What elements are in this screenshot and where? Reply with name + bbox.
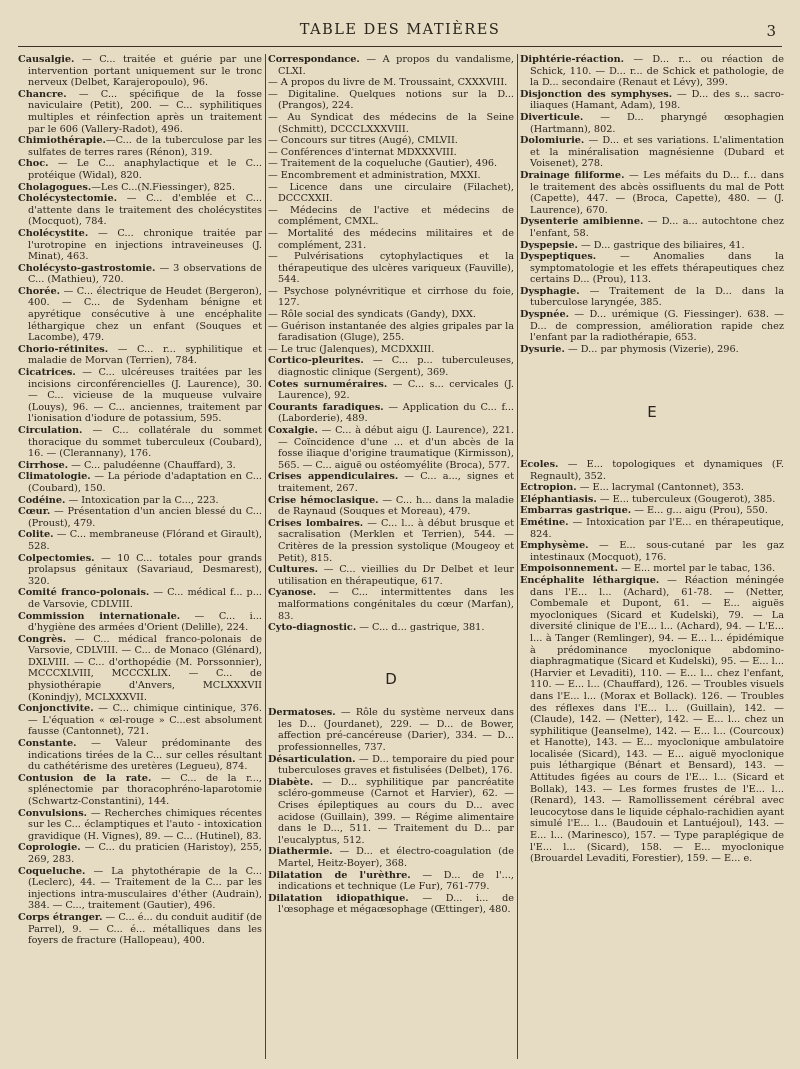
index-term: Cortico-pleurites. (268, 355, 364, 367)
index-term: Ectropion. (520, 482, 577, 494)
index-entry (268, 182, 514, 205)
index-term: Causalgie. (18, 54, 75, 65)
index-term: Colpectomies. (18, 552, 95, 564)
index-term: Emphysème. (520, 540, 589, 552)
index-entry (18, 89, 262, 135)
index-references: — C... de la r..., splénectomie par thoracophréno-laparotomie (Schwartz-Constantini), 144. (28, 772, 262, 807)
index-references: — C... chronique traitée par l'urotropine en injections intraveineuses (J. Minat), 463. (28, 227, 262, 263)
index-term: Diathermie. (268, 846, 333, 858)
index-entry (268, 402, 514, 425)
section-gap (268, 685, 514, 707)
index-term: Choc. (18, 158, 49, 170)
index-references: — C... ulcéreuses traitées par les incisions circonférencielles (J. Laurence), 30. — C... vicieuse de la muqueuse vulvaire (Louys), 96. — C... anciennes, traitement par l'ionisation d'iodure de potassium, 595. (28, 367, 262, 425)
index-references: — D... i... de l'œsophage et mégaœsophage (Œttinger), 480. (278, 892, 514, 916)
index-references: — Traitement de la coqueluche (Gautier), 496. (268, 158, 498, 170)
index-entry (268, 170, 514, 182)
index-references: — D... et ses variations. L'alimentation et la minéralisation magnésienne (Dubard et Voisenet), 278. (530, 135, 784, 170)
index-term: Climatologie. (18, 471, 91, 483)
index-references: — C... du praticien (Haristoy), 255, 269, 283. (28, 842, 262, 865)
index-entry (18, 425, 262, 460)
index-term: Chorio-rétinites. (18, 343, 109, 355)
index-references: — Encombrement et administration, MXXI. (268, 169, 481, 181)
index-entry (18, 54, 262, 89)
index-entry (268, 77, 514, 89)
index-references: — E... g... aigu (Prou), 550. (631, 505, 768, 517)
index-term: Colite. (18, 529, 54, 541)
index-column-3-e-entries (520, 459, 784, 865)
index-term: Dyspnée. (520, 309, 570, 321)
column-divider (265, 54, 266, 1059)
index-term: Cholécystectomie. (18, 193, 117, 205)
index-term: Dyspeptiques. (520, 251, 597, 263)
index-entry (18, 738, 262, 773)
index-term: Coqueluche. (18, 865, 86, 877)
index-references: — Rôle social des syndicats (Gandy), DXX. (268, 309, 476, 321)
index-term: Crises lombaires. (268, 517, 364, 529)
index-term: Conjonctivite. (18, 703, 94, 715)
index-term: Dysenterie amibienne. (520, 216, 644, 228)
index-term: Empoisonnement. (520, 563, 619, 575)
section-gap (520, 355, 784, 407)
index-entry (18, 587, 262, 610)
index-term: Codéine. (18, 494, 66, 506)
index-entry (18, 263, 262, 286)
index-entry (18, 808, 262, 843)
index-entry (268, 89, 514, 112)
index-entry (520, 540, 784, 563)
index-entry (520, 170, 784, 216)
index-term: Cholécystite. (18, 227, 89, 239)
index-references: —C... de la tuberculose par les sulfates de terres rares (Rénon), 319. (28, 135, 262, 158)
index-entry (268, 147, 514, 159)
index-entry (268, 112, 514, 135)
index-entry (520, 494, 784, 506)
section-letter-e: E (647, 403, 657, 422)
index-references: — Au Syndicat des médecins de la Seine (Schmitt), DCCCLXXXVIII. (268, 111, 514, 135)
index-entry (18, 611, 262, 634)
index-references: — Application du C... f... (Laborderie), 489. (278, 401, 514, 425)
index-references: — Valeur prédominante des indications tirées de la C... sur celles résultant du cathétérisme des uretères (Legueu), 874. (28, 738, 262, 773)
index-entry (268, 471, 514, 494)
index-entry (18, 703, 262, 738)
index-references: — D... et électro-coagulation (de Martel, Heitz-Boyer), 368. (278, 846, 514, 869)
index-entry (520, 112, 784, 135)
section-letter-d: D (385, 669, 397, 688)
index-references: — D... des s... sacro-iliaques (Hamant, Adam), 198. (530, 88, 784, 112)
index-references: — C... traitée et guérie par une intervention portant uniquement sur le tronc nerveux (Delbet, Karajeropoulo), 96. (28, 54, 262, 89)
index-references: — D... a... autochtone chez l'enfant, 58. (530, 216, 784, 239)
index-entry (18, 495, 262, 507)
index-term: Cholécysto-gastrostomie. (18, 262, 156, 274)
index-references: — Digitaline. Quelques notions sur la D... (Prangos), 224. (268, 88, 514, 112)
index-entry (268, 379, 514, 402)
page-number: 3 (766, 22, 776, 40)
index-references: — E... tuberculeux (Gougerot), 385. (596, 493, 776, 505)
section-gap (520, 419, 784, 459)
index-references: — C... électrique de Heudet (Bergeron), 400. — C... de Sydenham bénigne et apyrétique consécutive à une encéphalite léthargique chez un enfant (Souques et Lacombe), 479. (28, 285, 262, 344)
index-term: Désarticulation. (268, 753, 356, 765)
index-entry (268, 425, 514, 471)
index-references: — A propos du livre de M. Troussaint, CXXXVIII. (268, 77, 508, 89)
index-term: Crises appendiculaires. (268, 471, 399, 483)
index-term: Eléphantiasis. (520, 493, 597, 505)
index-references: — La phytothérapie de la C... (Leclerc), 44. — Traitement de la C... par les injections intra-musculaires d'éther (Audrain), 384. — C..., traitement (Gautier), 496. (28, 865, 262, 912)
index-entry (18, 529, 262, 552)
index-term: Convulsions. (18, 807, 88, 819)
index-entry (18, 158, 262, 181)
index-term: Dilatation idiopathique. (268, 892, 409, 904)
index-references: —Les C...(N.Fiessinger), 825. (91, 181, 236, 193)
index-entry (18, 193, 262, 228)
index-entry (268, 251, 514, 286)
index-term: Comité franco-polonais. (18, 587, 150, 599)
index-references: — Présentation d'un ancien blessé du C... (Proust), 479. (28, 506, 262, 529)
index-references: — C... i... d'hygiène des armées d'Orient (Delille), 224. (28, 610, 262, 634)
index-references: — Licence dans une circulaire (Filachet), DCCCXXII. (268, 181, 514, 205)
page-title: TABLE DES MATIÈRES (299, 22, 501, 38)
index-references: — Psychose polynévritique et cirrhose du foie, 127. (268, 285, 514, 309)
index-references: — Médecins de l'active et médecins de complément, CMXL. (268, 204, 514, 228)
index-entry (18, 344, 262, 367)
index-entry (268, 622, 514, 634)
index-references: — E... topologiques et dynamiques (F. Regnault), 352. (530, 459, 784, 482)
index-term: Ecoles. (520, 459, 559, 471)
index-term: Congrès. (18, 633, 67, 645)
index-references: — D... pharyngé œsophagien (Hartmann), 802. (530, 111, 784, 135)
index-references: — C... vieillies du Dr Delbet et leur utilisation en thérapeutique, 617. (278, 564, 514, 587)
index-entry (268, 205, 514, 228)
index-column-2-d-entries (268, 707, 514, 916)
index-entry (268, 754, 514, 777)
index-entry (520, 216, 784, 239)
index-references: — Pulvérisations cytophylactiques et la thérapeutique des ulcères variqueux (Fauville), 544. (268, 251, 514, 286)
index-references: — Intoxication par l'E... en thérapeutique, 824. (530, 517, 784, 540)
index-entry (18, 912, 262, 947)
index-entry (268, 286, 514, 309)
index-references: — D... syphilitique par pancréatite scléro-gommeuse (Carnot et Harvier), 62. — Crises épileptiques au cours du D... avec acidose (Guillain), 399. — Régime alimentaire dans le D..., 511. — Traitement du D... par l'eucalyptus, 512. (278, 776, 514, 846)
index-entry (268, 54, 514, 77)
index-term: Dysurie. (520, 343, 565, 355)
index-entry (520, 482, 784, 494)
index-entry (18, 553, 262, 588)
index-entry (268, 846, 514, 869)
index-references: — Recherches chimiques récentes sur les C... éclamptiques et l'auto - intoxication gravidique (H. Vignes), 89. — C... (Hutinel), 83. (28, 807, 262, 842)
index-term: Correspondance. (268, 54, 360, 65)
index-references: — D... temporaire du pied pour tuberculoses graves et fistulisées (Delbet), 176. (278, 753, 514, 777)
index-entry (520, 251, 784, 286)
index-entry (18, 842, 262, 865)
index-entry (268, 870, 514, 893)
index-references: — Anomalies dans la symptomatologie et les effets thérapeutiques chez certains D... (Prou), 113. (530, 251, 784, 286)
index-entry (18, 228, 262, 263)
index-references: — C... r... syphilitique et maladie de Morvan (Terrien), 784. (28, 343, 262, 367)
index-entry (268, 309, 514, 321)
index-references: — C... s... cervicales (J. Laurence), 92. (278, 378, 514, 402)
index-references: — C... d'emblée et C... d'attente dans le traitement des cholécystites (Mocquot), 784. (28, 193, 262, 228)
index-references: — E... sous-cutané par les gaz intestinaux (Mocquot), 176. (530, 540, 784, 563)
index-term: Dilatation de l'urèthre. (268, 869, 411, 881)
index-entry (18, 506, 262, 529)
index-entry (18, 471, 262, 494)
index-column-1 (18, 54, 262, 1059)
index-term: Constante. (18, 738, 77, 750)
index-term: Dysphagie. (520, 285, 580, 297)
index-term: Commission internationale. (18, 610, 181, 622)
index-column-3 (520, 54, 784, 1059)
index-entry (268, 893, 514, 916)
index-references: — La période d'adaptation en C... (Coubard), 150. (28, 471, 262, 494)
section-gap (268, 634, 514, 674)
index-term: Emétine. (520, 517, 569, 528)
index-references: — C... l... à début brusque et sacralisation (Merklen et Terrien), 544. — Critères de la pression systolique (Mougeoy et Petit), 815. (278, 517, 514, 564)
index-term: Cultures. (268, 564, 319, 576)
index-entry (268, 321, 514, 344)
index-references: — D... urémique (G. Fiessinger). 638. — D... de compression, amélioration rapide chez l'enfant par la radiothérapie, 653. (530, 309, 784, 344)
index-entry (520, 459, 784, 482)
index-term: Crise hémoclasique. (268, 494, 379, 506)
index-references: — C... médical franco-polonais de Varsovie, CDLVIII. — C... de Monaco (Glénard), DXLVIII. — C... d'orthopédie (M. Porssonnier), MCCCXLVIII, MCCCXLIX. — C... de physiothérapie d'Anvers, MCLXXXVII (Konindjy), MCLXXXVII. (28, 633, 262, 703)
index-entry (268, 518, 514, 564)
index-entry (18, 460, 262, 472)
index-entry (520, 344, 784, 356)
index-references: — C... membraneuse (Flórand et Girault), 528. (28, 529, 262, 552)
index-references: — C... à début aigu (J. Laurence), 221. — Coïncidence d'une ... et d'un abcès de la fosse iliaque d'origine traumatique (Kirmisson), 565. — C... aiguë ou ostéomyélite (Broca), 577. (278, 425, 514, 471)
index-term: Encéphalite léthargique. (520, 574, 660, 586)
index-term: Circulation. (18, 425, 83, 436)
page-header (18, 20, 782, 47)
index-column-3-d-entries (520, 54, 784, 355)
index-entry (18, 866, 262, 912)
index-term: Coxalgie. (268, 425, 318, 436)
index-references: — D... r... ou réaction de Schick, 110. — D... r... de Schick et pathologie, de la D... secondaire (Renaut et Lévy), 399. (530, 54, 784, 89)
index-term: Chorée. (18, 285, 61, 297)
index-term: Dolomiurie. (520, 135, 585, 147)
index-references: — D... gastrique des biliaires, 41. (577, 239, 745, 251)
index-entry (520, 286, 784, 309)
index-references: — E... mortel par le tabac, 136. (618, 563, 776, 575)
index-entry (520, 135, 784, 170)
index-term: Coprologie. (18, 842, 81, 854)
index-entry (520, 309, 784, 344)
index-entry (268, 135, 514, 147)
index-references: — Guérison instantanée des algies gripales par la faradisation (Gluge), 255. (268, 320, 514, 344)
index-term: Drainage filiforme. (520, 169, 625, 181)
index-term: Disjonction des symphyses. (520, 88, 673, 100)
index-entry (268, 355, 514, 378)
index-entry (18, 182, 262, 194)
index-references: — Le C... anaphylactique et le C... protéique (Widal), 820. (28, 158, 262, 181)
index-term: Courants faradiques. (268, 401, 384, 413)
index-entry (18, 367, 262, 425)
index-references: — C... spécifique de la fosse naviculaire (Petit), 200. — C... syphilitiques multiples et réinfection après un traitement par le 606 (Vallery-Radot), 496. (28, 88, 262, 135)
index-references: — C... chimique cintinique, 376. — L'équation « œl-rouge » C...est absolument fausse (Cantonnet), 721. (28, 703, 262, 738)
index-references: — 3 observations de C... (Mathieu), 720. (28, 262, 262, 286)
index-term: Cyanose. (268, 587, 317, 599)
index-entry (520, 517, 784, 540)
index-references: — Les méfaits du D... f... dans le traitement des abcès ossifluents du mal de Pott (Capette), 447. — (Broca, Capette), 480. — (J. Laurence), 670. (530, 169, 784, 216)
index-entry (18, 634, 262, 704)
index-references: — D... par phymosis (Vizerie), 296. (564, 343, 739, 355)
index-references: — C... collatérale du sommet thoracique du sommet tuberculeux (Coubard), 16. — (Clerannany), 176. (28, 425, 262, 460)
index-term: Chancre. (18, 88, 67, 100)
index-term: Diabète. (268, 776, 314, 788)
index-references: — C... é... du conduit auditif (de Parrel), 9. — C... é... métalliques dans les foyers de fracture (Hallopeau), 400. (28, 911, 262, 947)
index-term: Cotes surnuméraires. (268, 378, 388, 390)
index-references: — 10 C... totales pour grands prolapsus génitaux (Savariaud, Desmarest), 320. (28, 552, 262, 587)
index-entry (520, 240, 784, 252)
index-references: — D... de l'..., indications et technique (Le Fur), 761-779. (278, 869, 514, 893)
index-references: — A propos du vandalisme, CLXI. (278, 54, 514, 77)
index-column-2-c-entries (268, 54, 514, 634)
index-references: — Intoxication par la C..., 223. (65, 494, 219, 506)
index-term: Cyto-diagnostic. (268, 622, 357, 634)
index-references: — C... intermittentes dans les malformations congénitales du cœur (Marfan), 83. (278, 587, 514, 622)
index-references: — C... médical f... p... de Varsovie, CDLVIII. (28, 587, 262, 610)
index-references: — C... paludéenne (Chauffard), 3. (68, 459, 236, 471)
index-entry (268, 495, 514, 518)
index-entry (268, 158, 514, 170)
index-entry (520, 575, 784, 865)
index-entry (18, 773, 262, 808)
index-term: Cicatrices. (18, 367, 76, 379)
index-references: — Le truc (Jalenques), MCDXXIII. (268, 343, 435, 355)
index-references: — C... d... gastrique, 381. (356, 622, 485, 634)
index-column-2 (268, 54, 514, 1059)
index-entry (18, 286, 262, 344)
index-term: Dermatoses. (268, 707, 336, 719)
index-entry (268, 228, 514, 251)
index-entry (520, 89, 784, 112)
index-references: — Conférences d'internat MDXXXVIII. (268, 146, 457, 158)
index-term: Contusion de la rate. (18, 772, 152, 784)
index-term: Diverticule. (520, 111, 584, 123)
index-term: Cœur. (18, 506, 51, 518)
index-entry (520, 505, 784, 517)
index-references: — C... a..., signes et traitement, 267. (278, 471, 514, 494)
index-term: Diphtérie-réaction. (520, 54, 624, 65)
index-entry (268, 564, 514, 587)
index-entry (520, 563, 784, 575)
index-references: — Mortalité des médecins militaires et de complément, 231. (268, 227, 514, 251)
index-term: Cirrhose. (18, 459, 69, 471)
index-term: Cholagogues. (18, 181, 92, 193)
index-term: Dyspepsie. (520, 239, 578, 251)
index-columns (18, 54, 784, 1059)
index-references: — Traitement de la D... dans la tuberculose laryngée, 385. (530, 285, 784, 309)
index-references: — Réaction méningée dans l'E... l... (Achard), 61-78. — (Netter, Combemale et Dupont, 61. — E... aiguës myocloniques (Sicard et Kudelski), 79. — La diversité clinique de l'E... l... (Achard), 94. — L'E... l... à Tanger (Remlinger), 94. — E... l... épidémique à prédominance myoclonique abdomino-diaphragmatique (Sicard et Kudelski), 95. — E... l... (Harvier et Levaditi), 110. — E... l... chez l'enfant, 110. — E... l... (Chauffard), 126. — Troubles visuels dans l'E... l... (Morax et Bollack). 126. — Troubles des réflexes dans l'E... l... (Guillain), 142. — (Claude), 142. — (Netter), 142. — E... l... chez un syphilitique (Jeanselme), 142. — E... l... (Courcoux) et Hanotte), 143. — E... myoclonique ambulatoire localisée (Sicard), 143. — E... aiguë myoclonique puis léthargique (Bénart et Bensard), 143. — Attitudes figées au cours de l'E... l... (Sicard et Bollak), 143. — Les formes frustes de l'E... l... (Renard), 143. — Ramollissement cérébral avec leucocytose dans le liquide céphalo-rachidien ayant simulé l'E... l... (Baudouin et Lantuéjoul), 143. — E... l... (Marinesco), 157. — Type paraplégique de l'E... l... (Sicard), 158. — E... myoclonique (Brouardel Levaditi, Forestier), 159. — E... e. (530, 574, 784, 865)
index-references: — Concours sur titres (Augé), CMLVII. (268, 135, 458, 147)
index-references: — E... lacrymal (Cantonnet), 353. (576, 482, 744, 494)
index-entry (18, 135, 262, 158)
index-entry (268, 777, 514, 847)
index-entry (520, 54, 784, 89)
index-term: Chimiothérapie. (18, 135, 106, 147)
index-entry (268, 707, 514, 753)
index-references: — C... h... dans la maladie de Raynaud (Souques et Moreau), 479. (278, 494, 514, 518)
column-divider (517, 54, 518, 1059)
index-references: — C... p... tuberculeuses, diagnostic clinique (Sergent), 369. (278, 355, 514, 379)
index-references: — Rôle du système nerveux dans les D... (Jourdanet), 229. — D... de Bower, affection pré-cancéreuse (Darier), 334. — D... professionnelles, 737. (278, 707, 514, 754)
index-term: Embarras gastrique. (520, 505, 632, 517)
index-entry (268, 344, 514, 356)
index-term: Corps étranger. (18, 911, 103, 923)
index-entry (268, 587, 514, 622)
